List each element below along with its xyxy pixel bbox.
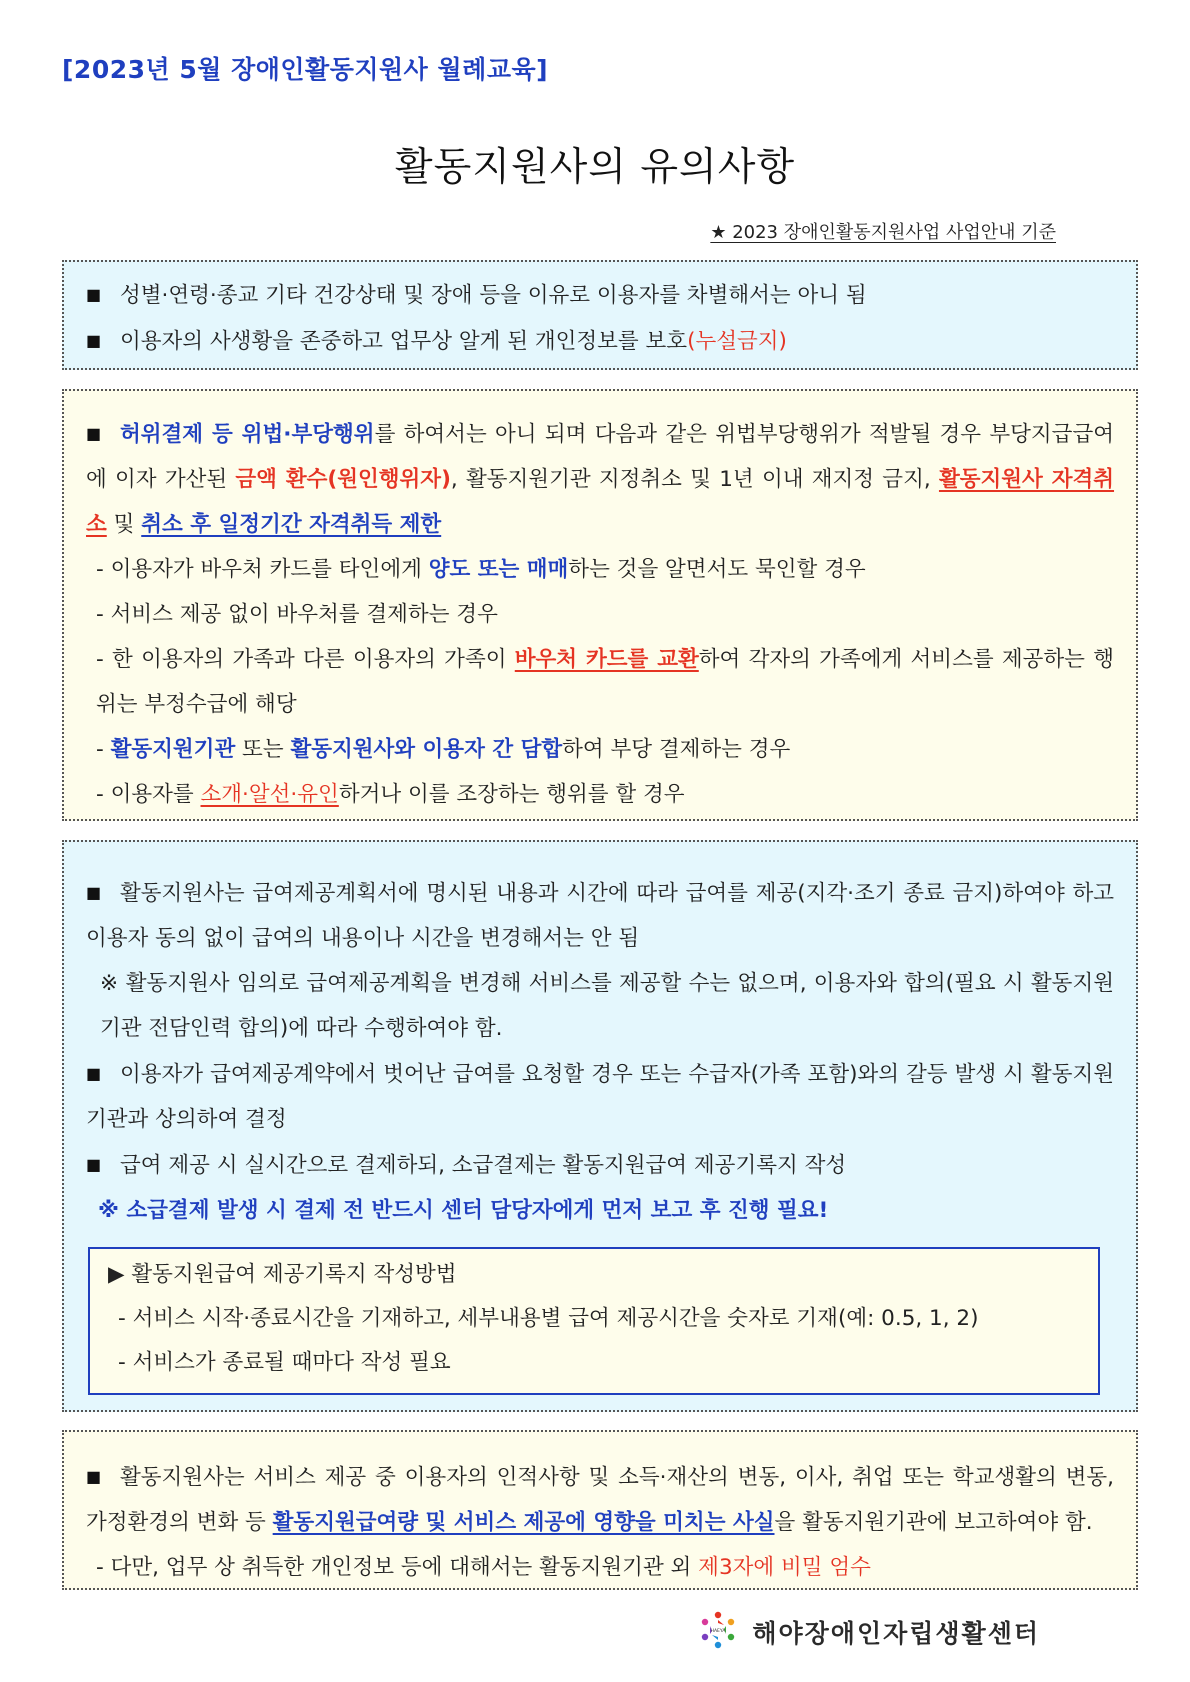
list-item: - 한 이용자의 가족과 다른 이용자의 가족이 바우처 카드를 교환하여 각자의 가족에게 서비스를 제공하는 행위는 부정수급에 해당 (96, 647, 1115, 717)
square-bullet-icon: ■ (86, 424, 102, 443)
people-circle-logo-icon (698, 1610, 738, 1654)
list-item: ■ 이용자가 급여제공계약에서 벗어난 급여를 요청할 경우 또는 수급자(가족 포함)와의 갈등 발생 시 활동지원기관과 상의하여 결정 (86, 1051, 1114, 1142)
highlight-red: (누설금지) (687, 329, 787, 354)
list-item: ■ 활동지원사는 서비스 제공 중 이용자의 인적사항 및 소득·재산의 변동, 이사, 취업 또는 학교생활의 변동, 가정환경의 변화 등 활동지원급여량 및 서비스 제공에 영향을 미치는 사실을 활동지원기관에 보고하여야 함. (86, 1454, 1114, 1545)
footer (698, 1610, 1040, 1654)
notice-box-discrimination (62, 260, 1138, 370)
square-bullet-icon: ■ (86, 883, 102, 902)
square-bullet-icon: ■ (86, 285, 102, 304)
page-title: 활동지원사의 유의사항 (394, 145, 796, 190)
guide-title: ▶ 활동지원급여 제공기록지 작성방법 (108, 1262, 457, 1287)
notice-box-reporting (62, 1430, 1138, 1590)
square-bullet-icon: ■ (86, 1064, 102, 1083)
list-item: - 이용자를 소개·알선·유인하거나 이를 조장하는 행위를 할 경우 (96, 782, 685, 807)
list-item: ■ 이용자의 사생황을 존중하고 업무상 알게 된 개인정보를 보호(누설금지) (86, 318, 1114, 364)
notice-box-service-plan (62, 840, 1138, 1412)
list-item: - 서비스 시작·종료시간을 기재하고, 세부내용별 급여 제공시간을 숫자로 기재(예: 0.5, 1, 2) (118, 1306, 979, 1331)
list-item: - 서비스가 종료될 때마다 작성 필요 (118, 1350, 451, 1375)
square-bullet-icon: ■ (86, 331, 102, 350)
warning-note: ※ 소급결제 발생 시 결제 전 반드시 센터 담당자에게 먼저 보고 후 진행 필요! (98, 1198, 829, 1223)
notice-box-illegal-acts (62, 389, 1138, 821)
logo-text: HAEYA (710, 1629, 726, 1634)
header-tag: [2023년 5월 장애인활동지원사 월례교육] (62, 55, 549, 84)
list-item: - 활동지원기관 또는 활동지원사와 이용자 간 담합하여 부당 결제하는 경우 (96, 737, 791, 762)
list-item: - 다만, 업무 상 취득한 개인정보 등에 대해서는 활동지원기관 외 제3자에 비밀 엄수 (96, 1555, 871, 1580)
record-sheet-guide-box (88, 1247, 1100, 1395)
organization-name: 해야장애인자립생활센터 (752, 1619, 1040, 1648)
list-item: ■ 허위결제 등 위법·부당행위를 하여서는 아니 되며 다음과 같은 위법부당행위가 적발될 경우 부당지급급여에 이자 가산된 금액 환수(원인행위자), 활동지원기관 지정취소 및 1년 이내 재지정 금지, 활동지원사 자격취소 및 취소 후 일정기간 자격취득 제한 (86, 411, 1114, 547)
list-item: ■ 성별·연령·종교 기타 건강상태 및 장애 등을 이유로 이용자를 차별해서는 아니 됨 (86, 272, 1114, 318)
list-item: ■ 활동지원사는 급여제공계획서에 명시된 내용과 시간에 따라 급여를 제공(지각·조기 종료 금지)하여야 하고 이용자 동의 없이 급여의 내용이나 시간을 변경해서는 안 됨 (86, 870, 1114, 961)
list-item: ■ 급여 제공 시 실시간으로 결제하되, 소급결제는 활동지원급여 제공기록지 작성 (86, 1142, 1114, 1188)
square-bullet-icon: ■ (86, 1467, 102, 1486)
source-note: ★ 2023 장애인활동지원사업 사업안내 기준 (710, 222, 1056, 243)
list-item: - 이용자가 바우처 카드를 타인에게 양도 또는 매매하는 것을 알면서도 묵인할 경우 (96, 557, 866, 582)
square-bullet-icon: ■ (86, 1155, 102, 1174)
list-item: - 서비스 제공 없이 바우처를 결제하는 경우 (96, 602, 498, 627)
list-item: ※ 활동지원사 임의로 급여제공계획을 변경해 서비스를 제공할 수는 없으며, 이용자와 합의(필요 시 활동지원기관 전담인력 합의)에 따라 수행하여야 함. (100, 971, 1114, 1041)
